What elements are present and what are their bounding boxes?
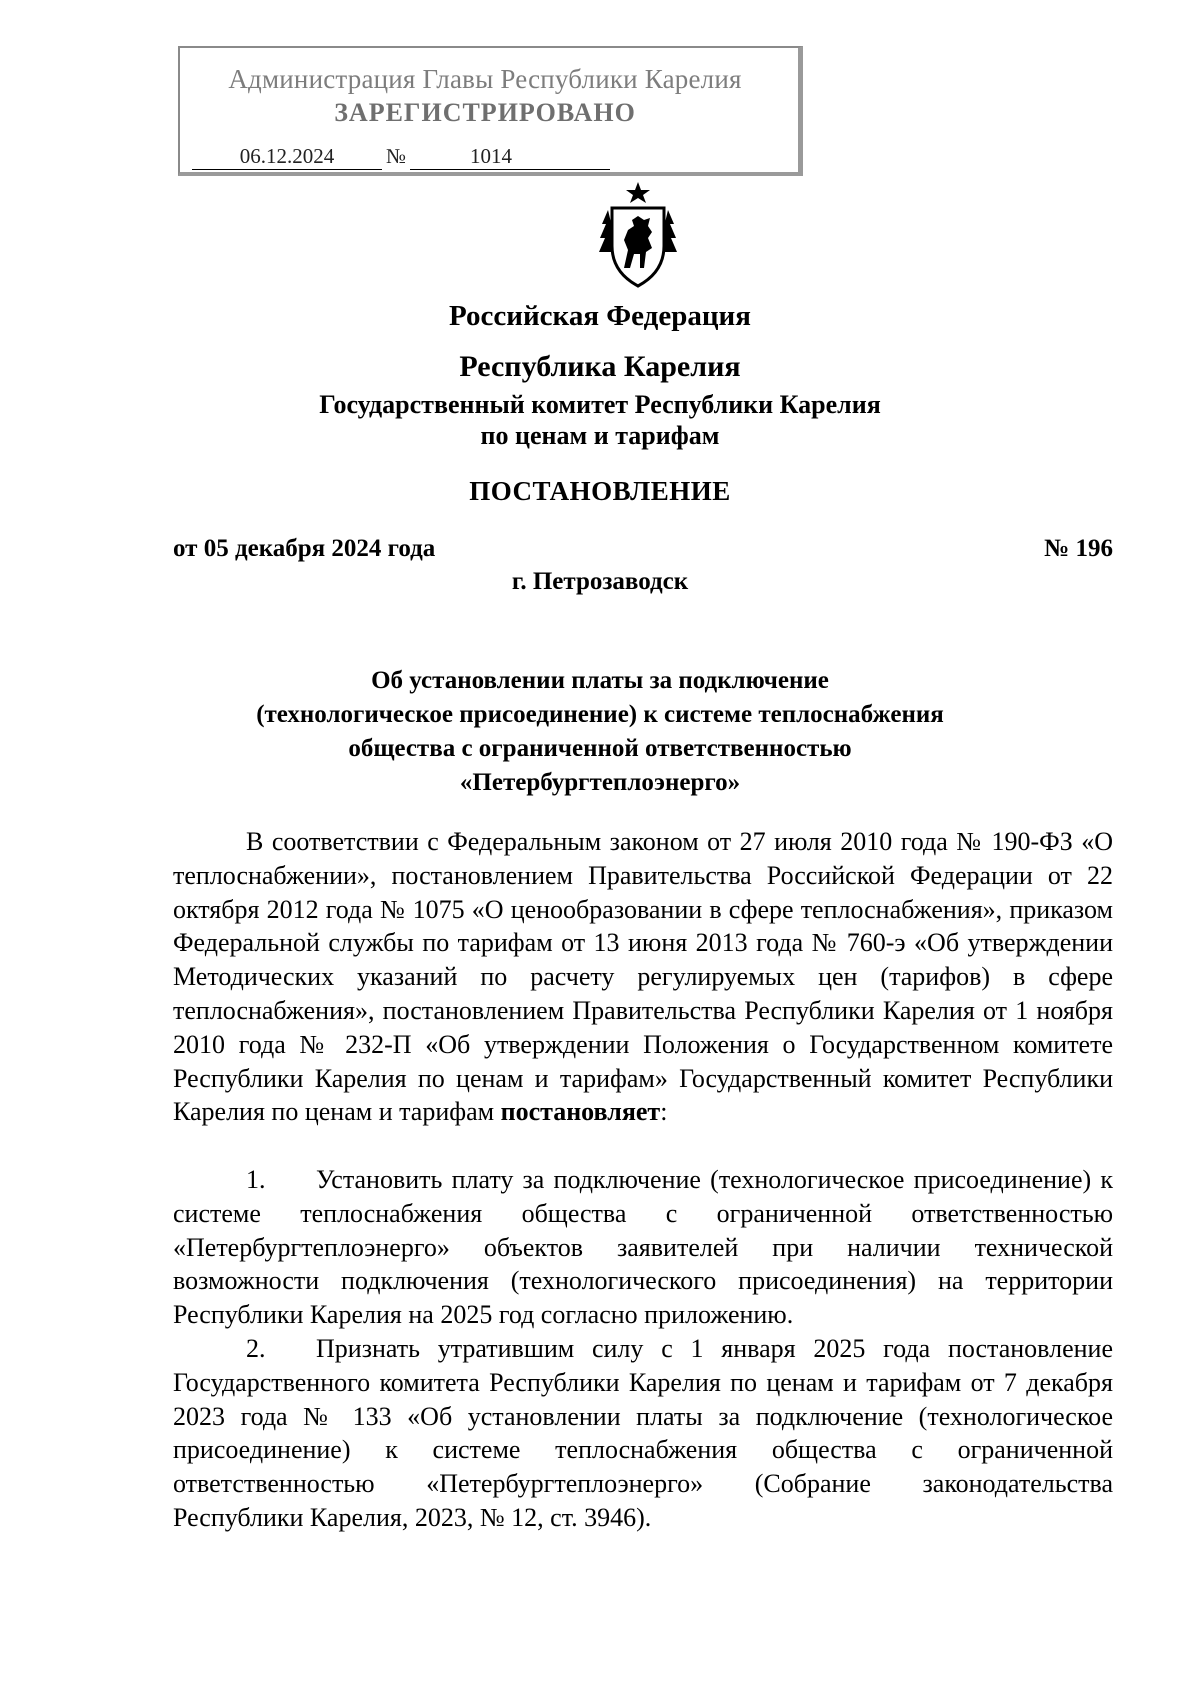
decree-items: [173, 1163, 1113, 1535]
preamble-tail: :: [660, 1097, 668, 1127]
registration-stamp: [178, 46, 798, 174]
document-number: № 196: [1044, 535, 1113, 562]
header-committee-subtitle: по ценам и тарифам: [480, 421, 720, 450]
title-line-1: Об установлении платы за подключение: [371, 667, 829, 694]
karelia-coat-of-arms-icon: [598, 180, 678, 290]
stamp-date: 06.12.2024: [192, 144, 382, 170]
decree-item: [173, 1163, 1113, 1332]
document-date: от 05 декабря 2024 года: [173, 535, 436, 562]
document-title: [0, 664, 1200, 800]
header-committee: Государственный комитет Республики Карелия: [319, 390, 881, 419]
header-federation: Российская Федерация: [449, 300, 751, 332]
preamble-paragraph: [173, 825, 1113, 1129]
title-line-4: «Петербургтеплоэнерго»: [459, 769, 741, 796]
decree-item: [173, 1332, 1113, 1535]
item-text: Признать утратившим силу с 1 января 2025 года постановление Государственного комитета Республики Карелия по ценам и тарифам от 7 декабря 2023 года № 133 «Об установлении платы за подключение (технологическое присоединение) к системе теплоснабжения общества с ограниченной ответственностью «Петербургтеплоэнерго» (Собрание законодательства Республики Карелия, 2023, № 12, ст. 3946).: [173, 1333, 1113, 1532]
document-city: г. Петрозаводск: [511, 568, 689, 595]
stamp-number-sign: №: [386, 144, 407, 168]
stamp-number: 1014: [410, 144, 610, 170]
preamble-text: В соответствии с Федеральным законом от 27 июля 2010 года № 190-ФЗ «О теплоснабжении», постановлением Правительства Российской Федерации от 22 октября 2012 года № 1075 «О ценообразовании в сфере теплоснабжения», приказом Федеральной службы по тарифам от 13 июня 2013 года № 760-э «Об утверждении Методических указаний по расчету регулируемых цен (тарифов) в сфере теплоснабжения», постановлением Правительства Республики Карелия от 1 ноября 2010 года № 232-П «Об утверждении Положения о Государственном комитете Республики Карелия по ценам и тарифам» Государственный комитет Республики Карелия по ценам и тарифам: [173, 827, 1113, 1127]
preamble-emphasis: постановляет: [500, 1097, 661, 1127]
item-number: 2.: [246, 1333, 266, 1363]
stamp-organization: Администрация Главы Республики Карелия: [228, 64, 742, 94]
item-number: 1.: [246, 1165, 266, 1194]
stamp-status: ЗАРЕГИСТРИРОВАНО: [334, 98, 636, 127]
header-republic: Республика Карелия: [459, 350, 741, 383]
title-line-3: общества с ограниченной ответственностью: [348, 735, 852, 762]
document-type: ПОСТАНОВЛЕНИЕ: [469, 476, 731, 506]
title-line-2: (технологическое присоединение) к системе теплоснабжения: [256, 701, 944, 728]
item-text: Установить плату за подключение (технологическое присоединение) к системе теплоснабжения общества с ограниченной ответственностью «Петербургтеплоэнерго» объектов заявителей при наличии технической возможности подключения (технологического присоединения) на территории Республики Карелия на 2025 год согласно приложению.: [173, 1165, 1113, 1330]
